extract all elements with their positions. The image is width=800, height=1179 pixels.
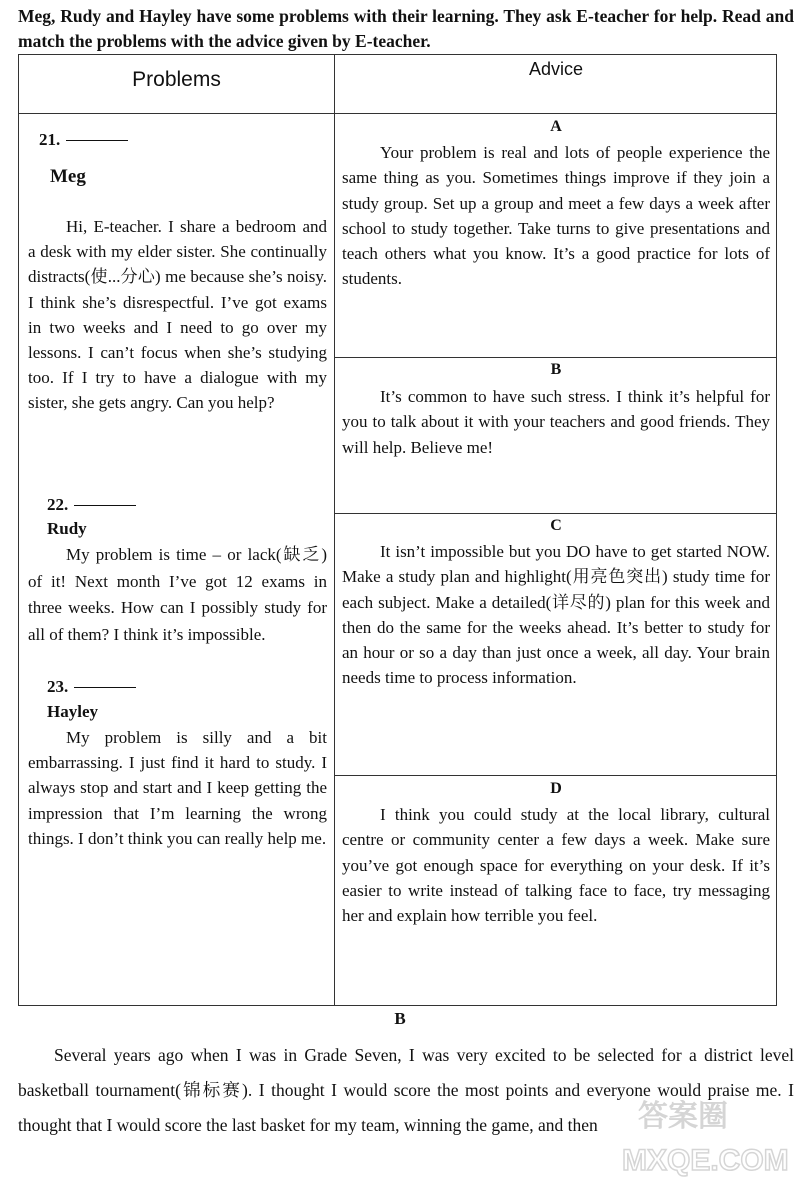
matching-table	[18, 54, 777, 1006]
question-21: 21.	[39, 130, 128, 150]
answer-blank-22[interactable]	[74, 505, 136, 506]
advice-letter-d: D	[550, 780, 562, 797]
advice-letter-b: B	[550, 361, 562, 378]
problems-header: Problems	[132, 68, 221, 91]
watermark-line2: MXQE.COM	[622, 1144, 789, 1177]
problem-name-rudy: Rudy	[47, 519, 87, 538]
row-divider-a-b	[334, 357, 776, 358]
advice-text-b: It’s common to have such stress. I think it’s helpful for you to talk about it with your teachers and good friends. They will help. Believe me!	[342, 387, 770, 457]
advice-text-d: I think you could study at the local library, cultural centre or community center a few days a week. Make sure you’ve got enough space for everything on your desk. If it’s easier to write instead of talking face to face, try messaging her and explain how terrible you feel.	[342, 805, 770, 926]
question-23: 23.	[47, 677, 136, 697]
row-divider-c-d	[334, 775, 776, 776]
advice-header: Advice	[528, 59, 584, 79]
problem-text-meg: Hi, E-teacher. I share a bedroom and a desk with my elder sister. She continually distracts(使...分心) me because she’s noisy. I think she’s disrespectful. I’ve got exams in two weeks and I need to go over my lessons. I can’t focus when she’s studying too. If I try to have a dialogue with my sister, she gets angry. Can you help?	[28, 217, 327, 413]
problem-text-hayley: My problem is silly and a bit embarrassing. I just find it hard to study. I always stop and start and I keep getting the impression that I’m learning the wrong things. I don’t think you can really help me.	[28, 728, 327, 848]
answer-blank-21[interactable]	[66, 140, 128, 141]
row-divider-b-c	[334, 513, 776, 514]
header-divider	[19, 113, 776, 114]
passage-text: Several years ago when I was in Grade Seven, I was very excited to be selected for a district level basketball tournament(锦标赛). I thought I would score the most points and everyone would praise me. I thought that I would score the last basket for my team, winning the game, and then	[18, 1045, 794, 1135]
advice-text-c: It isn’t impossible but you DO have to get started NOW. Make a study plan and highlight(用亮色突出) study time for each subject. Make a detailed(详尽的) plan for this week and then do the same for the weeks ahead. It’s better to study for an hour or so a day than just once a week, all day. Your brain needs time to process information.	[342, 542, 770, 688]
watermark-logo	[600, 1086, 800, 1179]
problem-name-hayley: Hayley	[47, 702, 98, 721]
question-22: 22.	[47, 495, 136, 515]
problem-text-rudy: My problem is time – or lack(缺乏) of it! Next month I’ve got 12 exams in three weeks. How can I possibly study for all of them? I think it’s impossible.	[28, 545, 327, 644]
problem-name-meg: Meg	[50, 166, 86, 187]
advice-text-a: Your problem is real and lots of people experience the same thing as you. Sometimes things improve if they join a study group. Set up a group and meet a few days a week after school to study together. Take turns to give presentations and teach others what you know. It’s a good practice for lots of students.	[342, 143, 770, 289]
answer-blank-23[interactable]	[74, 687, 136, 688]
instructions: Meg, Rudy and Hayley have some problems with their learning. They ask E-teacher for help. Read and match the problems with the advice given by E-teacher.	[18, 6, 794, 51]
watermark-line1: 答案圈	[638, 1100, 728, 1133]
advice-letter-c: C	[550, 517, 562, 534]
section-letter: B	[394, 1009, 406, 1028]
advice-letter-a: A	[550, 118, 562, 135]
